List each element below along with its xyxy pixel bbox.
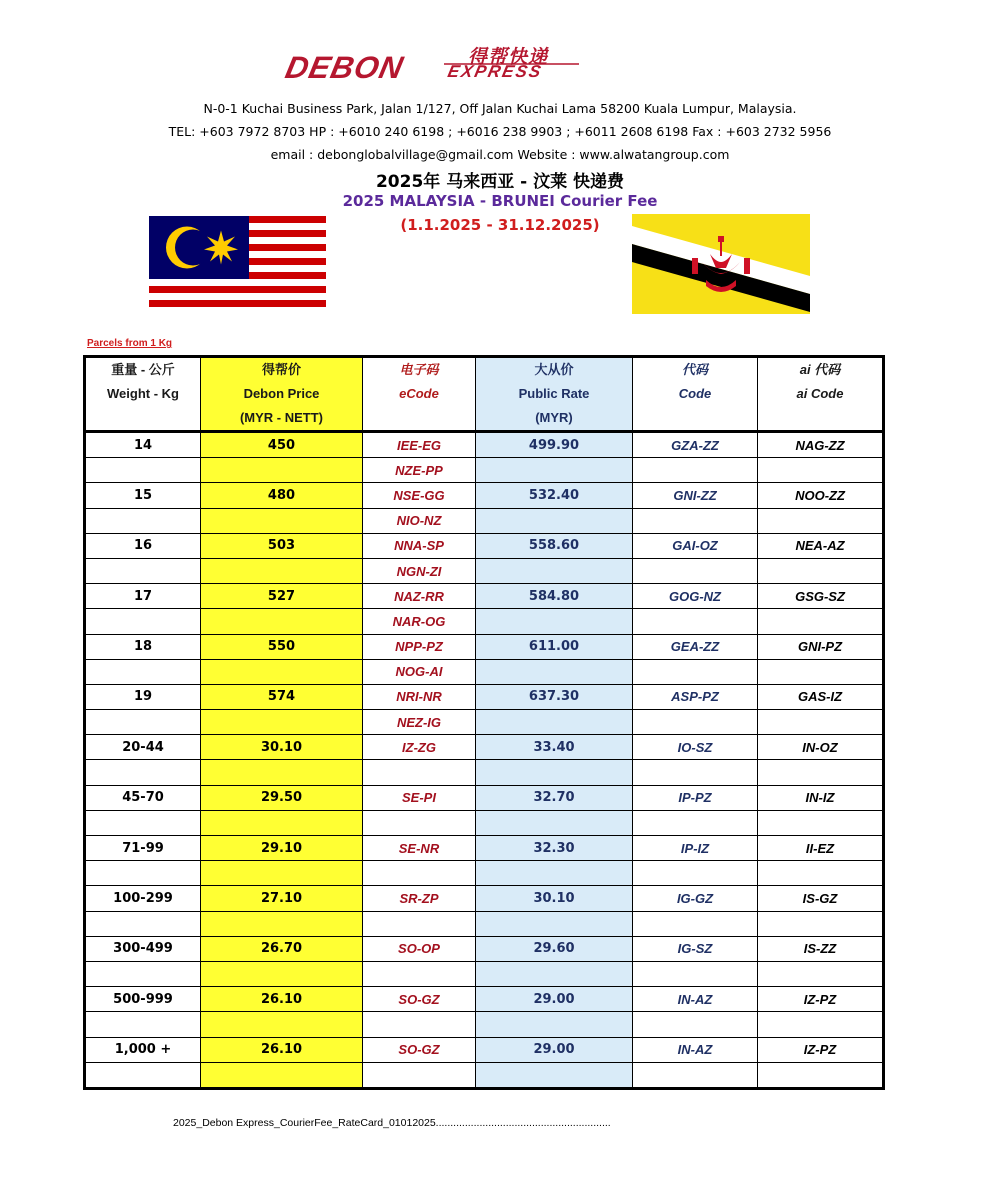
debon-price-cell-empty <box>201 911 363 936</box>
debon-price-cell-empty <box>201 508 363 533</box>
ecode-secondary-cell: NOG-AI <box>363 659 476 684</box>
code-cell: GEA-ZZ <box>633 634 758 659</box>
ecode-secondary-cell <box>363 810 476 835</box>
ecode-cell: IEE-EG <box>363 432 476 458</box>
weight-cell-empty <box>85 961 201 986</box>
debon-price-cell: 574 <box>201 684 363 709</box>
logo-main-text: DEBON <box>282 50 407 85</box>
debon-price-cell: 27.10 <box>201 886 363 911</box>
code-cell: IO-SZ <box>633 735 758 760</box>
ecode-secondary-cell <box>363 1012 476 1037</box>
title-english: 2025 MALAYSIA - BRUNEI Courier Fee <box>342 192 658 210</box>
code-cell-empty <box>633 710 758 735</box>
weight-cell-empty <box>85 861 201 886</box>
ai-code-cell: GSG-SZ <box>758 584 884 609</box>
public-rate-cell-empty <box>476 609 633 634</box>
table-row-secondary <box>85 810 884 835</box>
header-ai-code: ai 代码 ai Code <box>758 357 884 432</box>
company-phone: TEL: +603 7972 8703 HP : +6010 240 6198 ; +6016 238 9903 ; +6011 2608 6198 Fax : +603 2732 5956 <box>168 124 832 139</box>
public-rate-cell-empty <box>476 1062 633 1088</box>
table-row <box>85 936 884 961</box>
public-rate-cell-empty <box>476 961 633 986</box>
weight-cell: 500-999 <box>85 987 201 1012</box>
ai-code-cell-empty <box>758 861 884 886</box>
header-weight: 重量 - 公斤 Weight - Kg <box>85 357 201 432</box>
code-cell: GOG-NZ <box>633 584 758 609</box>
code-cell: IG-GZ <box>633 886 758 911</box>
weight-cell: 20-44 <box>85 735 201 760</box>
rate-table <box>83 355 885 1090</box>
debon-price-cell: 550 <box>201 634 363 659</box>
ecode-cell: IZ-ZG <box>363 735 476 760</box>
ai-code-cell-empty <box>758 1062 884 1088</box>
weight-cell: 100-299 <box>85 886 201 911</box>
ecode-secondary-cell: NAR-OG <box>363 609 476 634</box>
public-rate-cell: 32.30 <box>476 836 633 861</box>
ai-code-cell: IZ-PZ <box>758 1037 884 1062</box>
weight-cell: 18 <box>85 634 201 659</box>
code-cell: GZA-ZZ <box>633 432 758 458</box>
table-row <box>85 886 884 911</box>
header-code: 代码 Code <box>633 357 758 432</box>
table-row-secondary <box>85 659 884 684</box>
table-row-secondary <box>85 458 884 483</box>
ecode-secondary-cell <box>363 961 476 986</box>
debon-price-cell: 527 <box>201 584 363 609</box>
code-cell-empty <box>633 508 758 533</box>
ai-code-cell-empty <box>758 609 884 634</box>
debon-price-cell: 26.10 <box>201 1037 363 1062</box>
debon-price-cell-empty <box>201 659 363 684</box>
code-cell: GAI-OZ <box>633 533 758 558</box>
weight-cell-empty <box>85 810 201 835</box>
code-cell-empty <box>633 911 758 936</box>
ecode-cell: NAZ-RR <box>363 584 476 609</box>
public-rate-cell: 637.30 <box>476 684 633 709</box>
table-row-secondary <box>85 558 884 583</box>
code-cell: IG-SZ <box>633 936 758 961</box>
ai-code-cell: GAS-IZ <box>758 684 884 709</box>
code-cell: IP-PZ <box>633 785 758 810</box>
ai-code-cell: NAG-ZZ <box>758 432 884 458</box>
table-row-secondary <box>85 1012 884 1037</box>
ai-code-cell-empty <box>758 710 884 735</box>
public-rate-cell: 29.00 <box>476 1037 633 1062</box>
table-row <box>85 634 884 659</box>
code-cell: IN-AZ <box>633 987 758 1012</box>
code-cell-empty <box>633 1062 758 1088</box>
public-rate-cell: 33.40 <box>476 735 633 760</box>
ecode-secondary-cell: NEZ-IG <box>363 710 476 735</box>
public-rate-cell-empty <box>476 810 633 835</box>
table-row <box>85 1037 884 1062</box>
ai-code-cell: NOO-ZZ <box>758 483 884 508</box>
weight-cell-empty <box>85 609 201 634</box>
table-row <box>85 785 884 810</box>
code-cell-empty <box>633 810 758 835</box>
ecode-secondary-cell: NIO-NZ <box>363 508 476 533</box>
ai-code-cell-empty <box>758 961 884 986</box>
ecode-cell: SO-GZ <box>363 987 476 1012</box>
debon-price-cell-empty <box>201 558 363 583</box>
weight-cell-empty <box>85 508 201 533</box>
ai-code-cell-empty <box>758 659 884 684</box>
weight-cell-empty <box>85 1062 201 1088</box>
debon-price-cell: 29.10 <box>201 836 363 861</box>
weight-cell: 19 <box>85 684 201 709</box>
weight-cell-empty <box>85 458 201 483</box>
code-cell-empty <box>633 609 758 634</box>
ecode-cell: SO-OP <box>363 936 476 961</box>
public-rate-cell-empty <box>476 710 633 735</box>
ecode-secondary-cell <box>363 1062 476 1088</box>
title-chinese: 2025年 马来西亚 - 汶莱 快递费 <box>375 172 625 192</box>
ecode-cell: NSE-GG <box>363 483 476 508</box>
header-debon-price: 得帮价 Debon Price (MYR - NETT) <box>201 357 363 432</box>
table-row <box>85 836 884 861</box>
debon-price-cell-empty <box>201 961 363 986</box>
debon-price-cell-empty <box>201 760 363 785</box>
debon-express-logo <box>282 42 584 85</box>
public-rate-cell-empty <box>476 458 633 483</box>
weight-cell: 15 <box>85 483 201 508</box>
footer-filename: 2025_Debon Express_CourierFee_RateCard_01012025............................................................ <box>173 1117 611 1129</box>
ai-code-cell: IS-GZ <box>758 886 884 911</box>
debon-price-cell: 29.50 <box>201 785 363 810</box>
code-cell: GNI-ZZ <box>633 483 758 508</box>
rate-table-body <box>85 432 884 1089</box>
company-email-website: email : debonglobalvillage@gmail.com Website : www.alwatangroup.com <box>270 147 730 162</box>
ai-code-cell: IZ-PZ <box>758 987 884 1012</box>
table-row-secondary <box>85 508 884 533</box>
weight-cell-empty <box>85 558 201 583</box>
code-cell: IP-IZ <box>633 836 758 861</box>
debon-price-cell: 450 <box>201 432 363 458</box>
ecode-secondary-cell: NGN-ZI <box>363 558 476 583</box>
company-address: N-0-1 Kuchai Business Park, Jalan 1/127, Off Jalan Kuchai Lama 58200 Kuala Lumpur, Malaysia. <box>203 101 797 116</box>
debon-price-cell-empty <box>201 1012 363 1037</box>
ecode-cell: SR-ZP <box>363 886 476 911</box>
ai-code-cell-empty <box>758 911 884 936</box>
code-cell-empty <box>633 458 758 483</box>
weight-cell-empty <box>85 760 201 785</box>
ai-code-cell: NEA-AZ <box>758 533 884 558</box>
ai-code-cell: II-EZ <box>758 836 884 861</box>
weight-cell: 45-70 <box>85 785 201 810</box>
logo-sub-text: EXPRESS <box>446 62 545 81</box>
code-cell-empty <box>633 659 758 684</box>
public-rate-cell: 611.00 <box>476 634 633 659</box>
weight-cell-empty <box>85 911 201 936</box>
public-rate-cell: 29.00 <box>476 987 633 1012</box>
code-cell-empty <box>633 961 758 986</box>
brunei-flag-icon <box>632 214 810 314</box>
public-rate-cell-empty <box>476 558 633 583</box>
public-rate-cell: 584.80 <box>476 584 633 609</box>
ai-code-cell: IN-IZ <box>758 785 884 810</box>
ecode-cell: SE-NR <box>363 836 476 861</box>
ecode-cell: SE-PI <box>363 785 476 810</box>
public-rate-cell: 29.60 <box>476 936 633 961</box>
ecode-secondary-cell <box>363 760 476 785</box>
table-row-secondary <box>85 760 884 785</box>
public-rate-cell-empty <box>476 659 633 684</box>
table-row-secondary <box>85 961 884 986</box>
debon-price-cell-empty <box>201 810 363 835</box>
code-cell-empty <box>633 760 758 785</box>
table-row-secondary <box>85 609 884 634</box>
debon-price-cell-empty <box>201 710 363 735</box>
ai-code-cell-empty <box>758 1012 884 1037</box>
weight-cell: 300-499 <box>85 936 201 961</box>
ecode-secondary-cell <box>363 861 476 886</box>
ecode-cell: NPP-PZ <box>363 634 476 659</box>
ai-code-cell-empty <box>758 810 884 835</box>
table-row <box>85 684 884 709</box>
debon-price-cell-empty <box>201 458 363 483</box>
debon-price-cell-empty <box>201 609 363 634</box>
weight-cell: 17 <box>85 584 201 609</box>
table-row-secondary <box>85 861 884 886</box>
debon-price-cell: 480 <box>201 483 363 508</box>
public-rate-cell-empty <box>476 911 633 936</box>
ai-code-cell-empty <box>758 458 884 483</box>
public-rate-cell: 30.10 <box>476 886 633 911</box>
table-row <box>85 483 884 508</box>
ecode-secondary-cell <box>363 911 476 936</box>
parcels-note: Parcels from 1 Kg <box>87 338 173 349</box>
ecode-cell: SO-GZ <box>363 1037 476 1062</box>
ecode-cell: NNA-SP <box>363 533 476 558</box>
public-rate-cell-empty <box>476 508 633 533</box>
ecode-cell: NRI-NR <box>363 684 476 709</box>
validity-date-range: (1.1.2025 - 31.12.2025) <box>400 216 600 234</box>
public-rate-cell: 558.60 <box>476 533 633 558</box>
debon-price-cell: 503 <box>201 533 363 558</box>
ai-code-cell: GNI-PZ <box>758 634 884 659</box>
public-rate-cell-empty <box>476 861 633 886</box>
code-cell-empty <box>633 861 758 886</box>
code-cell: IN-AZ <box>633 1037 758 1062</box>
code-cell: ASP-PZ <box>633 684 758 709</box>
table-row <box>85 584 884 609</box>
weight-cell: 14 <box>85 432 201 458</box>
code-cell-empty <box>633 1012 758 1037</box>
weight-cell: 16 <box>85 533 201 558</box>
table-row-secondary <box>85 911 884 936</box>
debon-price-cell-empty <box>201 1062 363 1088</box>
ai-code-cell-empty <box>758 508 884 533</box>
ai-code-cell: IN-OZ <box>758 735 884 760</box>
weight-cell-empty <box>85 710 201 735</box>
debon-price-cell-empty <box>201 861 363 886</box>
public-rate-cell: 32.70 <box>476 785 633 810</box>
ai-code-cell-empty <box>758 558 884 583</box>
logo-cn-text: 得帮快递 <box>468 46 549 68</box>
table-row-secondary <box>85 1062 884 1088</box>
debon-price-cell: 26.10 <box>201 987 363 1012</box>
header-ecode: 电子码 eCode <box>363 357 476 432</box>
code-cell-empty <box>633 558 758 583</box>
weight-cell: 71-99 <box>85 836 201 861</box>
public-rate-cell-empty <box>476 1012 633 1037</box>
public-rate-cell: 499.90 <box>476 432 633 458</box>
table-row <box>85 987 884 1012</box>
header-public-rate: 大从价 Public Rate (MYR) <box>476 357 633 432</box>
malaysia-flag-icon <box>149 216 326 315</box>
table-row <box>85 735 884 760</box>
table-row <box>85 533 884 558</box>
ai-code-cell: IS-ZZ <box>758 936 884 961</box>
weight-cell: 1,000 + <box>85 1037 201 1062</box>
weight-cell-empty <box>85 659 201 684</box>
debon-price-cell: 30.10 <box>201 735 363 760</box>
ai-code-cell-empty <box>758 760 884 785</box>
table-row-secondary <box>85 710 884 735</box>
table-row <box>85 432 884 458</box>
public-rate-cell-empty <box>476 760 633 785</box>
weight-cell-empty <box>85 1012 201 1037</box>
debon-price-cell: 26.70 <box>201 936 363 961</box>
ecode-secondary-cell: NZE-PP <box>363 458 476 483</box>
logo-speed-lines <box>284 42 584 82</box>
public-rate-cell: 532.40 <box>476 483 633 508</box>
